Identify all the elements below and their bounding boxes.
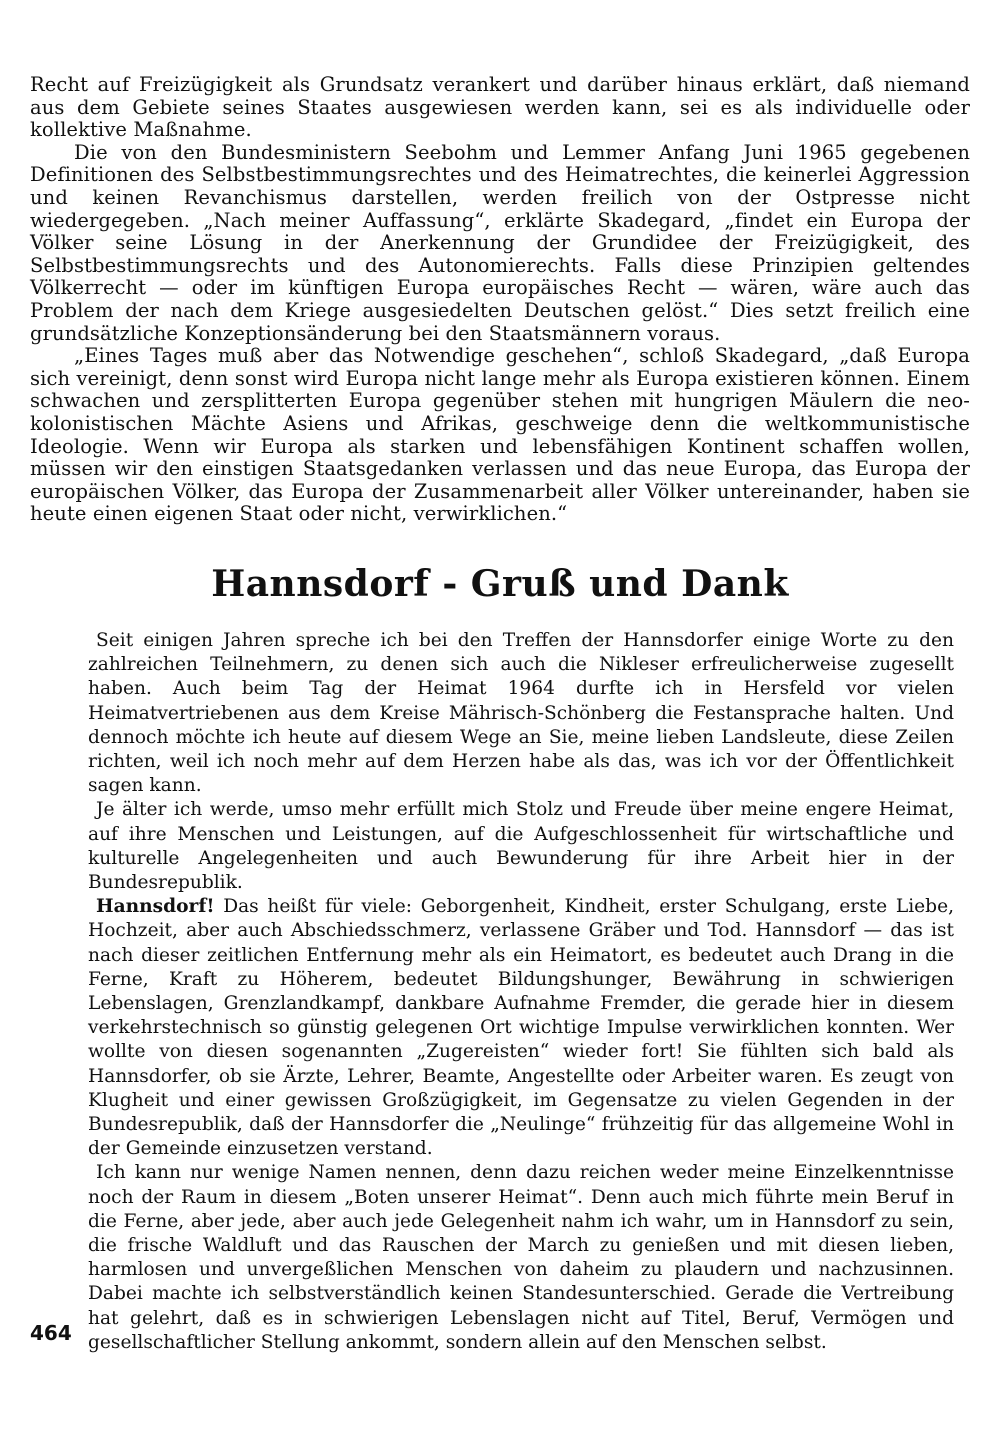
paragraph: „Eines Tages muß aber das Notwendige geschehen“, schloß Skadegard, „daß Europa sich vereinigt, denn sonst wird Europa nicht lange mehr als Europa existieren können. Einem schwachen und zersplitterten Europa gegenüber stehen mit hungrigen Mäulern die neo-kolonistischen Mächte Asiens und Afrikas, geschweige denn die weltkommunistische Ideologie. Wenn wir Europa als starken und lebensfähigen Kontinent schaffen wollen, müssen wir den einstigen Staatsgedanken verlassen und das neue Europa, das Europa der europäischen Völker, das Europa der Zusammenarbeit aller Völker untereinander, haben sie heute einen eigenen Staat oder nicht, verwirklichen.“ [30,344,970,526]
paragraph-lead-word: Hannsdorf! [96,896,215,918]
page-number: 464 [30,1321,72,1345]
paragraph: Seit einigen Jahren spreche ich bei den Treffen der Hannsdorfer einige Worte zu den zahlreichen Teilnehmern, zu denen sich auch die Nikleser erfreulicherweise zugesellt haben. Auch beim Tag der Heimat 1964 durfte ich in Hersfeld vor vielen Heimatvertriebenen aus dem Kreise Mährisch-Schönberg die Festansprache halten. Und dennoch möchte ich heute auf diesem Wege an Sie, meine lieben Landsleute, diese Zeilen richten, weil ich noch mehr auf dem Herzen habe als das, was ich vor der Öffentlichkeit sagen kann. [88,630,954,797]
section-heading: Hannsdorf - Gruß und Dank [211,563,789,605]
paragraph: Ich kann nur wenige Namen nennen, denn dazu reichen weder meine Einzelkenntnisse noch der Raum in diesem „Boten unserer Heimat“. Denn auch mich führte mein Beruf in die Ferne, aber jede, aber auch jede Gelegenheit nahm ich wahr, um in Hannsdorf zu sein, die frische Waldluft und das Rauschen der March zu genießen und mit diesen lieben, harmlosen und unvergeßlichen Menschen von daheim zu plaudern und nachzusinnen. Dabei machte ich selbstverständlich keinen Standesunterschied. Gerade die Vertreibung hat gelehrt, daß es in schwierigen Lebenslagen nicht auf Titel, Beruf, Vermögen und gesellschaftlicher Stellung ankommt, sondern allein auf den Menschen selbst. [88,1162,954,1353]
lower-article-text [88,629,954,1355]
paragraph-body: Das heißt für viele: Geborgenheit, Kindheit, erster Schulgang, erste Liebe, Hochzeit, aber auch Abschiedsschmerz, verlassene Gräber und Tod. Hannsdorf — das ist nach dieser zeitlichen Entfernung mehr als ein Heimatort, es bedeutet auch Drang in die Ferne, Kraft zu Höherem, bedeutet Bildungshunger, Bewährung in schwierigen Lebenslagen, Grenzlandkampf, dankbare Aufnahme Fremder, die gerade hier in diesem verkehrstechnisch so günstig gelegenen Ort wichtige Impulse verwirklichen konnten. Wer wollte von diesen sogenannten „Zugereisten“ wieder fort! Sie fühlten sich bald als Hannsdorfer, ob sie Ärzte, Lehrer, Beamte, Angestellte oder Arbeiter waren. Es zeugt von Klugheit und einer gewissen Großzügigkeit, im Gegensatze zu vielen Gegenden in der Bundesrepublik, daß der Hannsdorfer die „Neulinge“ frühzeitig für das allgemeine Wohl in der Gemeinde einzusetzen verstand. [88,896,954,1160]
paragraph-continuation: Recht auf Freizügigkeit als Grundsatz verankert und darüber hinaus erklärt, daß niemand aus dem Gebiete seines Staates ausgewiesen werden kann, sei es als individuelle oder kollektive Maßnahme. [30,73,970,142]
paragraph: Je älter ich werde, umso mehr erfüllt mich Stolz und Freude über meine engere Heimat, auf ihre Menschen und Leistungen, auf die Aufgeschlossenheit für wirtschaftliche und kulturelle Angelegenheiten und auch Bewunderung für ihre Arbeit hier in der Bundesrepublik. [88,799,954,894]
paragraph: Die von den Bundesministern Seebohm und Lemmer Anfang Juni 1965 gegebenen Definitionen des Selbstbestimmungsrechtes und des Heimatrechtes, die keinerlei Aggression und keinen Revanchismus darstellen, werden freilich von der Ostpresse nicht wiedergegeben. „Nach meiner Auffassung“, erklärte Skadegard, „findet ein Europa der Völker seine Lösung in der Anerkennung der Grundidee der Freizügigkeit, des Selbstbestimmungsrechts und des Autonomierechts. Falls diese Prinzipien geltendes Völkerrecht — oder im künftigen Europa europäisches Recht — wären, wäre auch das Problem der nach dem Kriege ausgesiedelten Deutschen gelöst.“ Dies setzt freilich eine grundsätzliche Konzeptionsänderung bei den Staatsmännern voraus. [30,140,970,345]
paragraph [88,895,954,1161]
upper-article-text [30,74,970,526]
